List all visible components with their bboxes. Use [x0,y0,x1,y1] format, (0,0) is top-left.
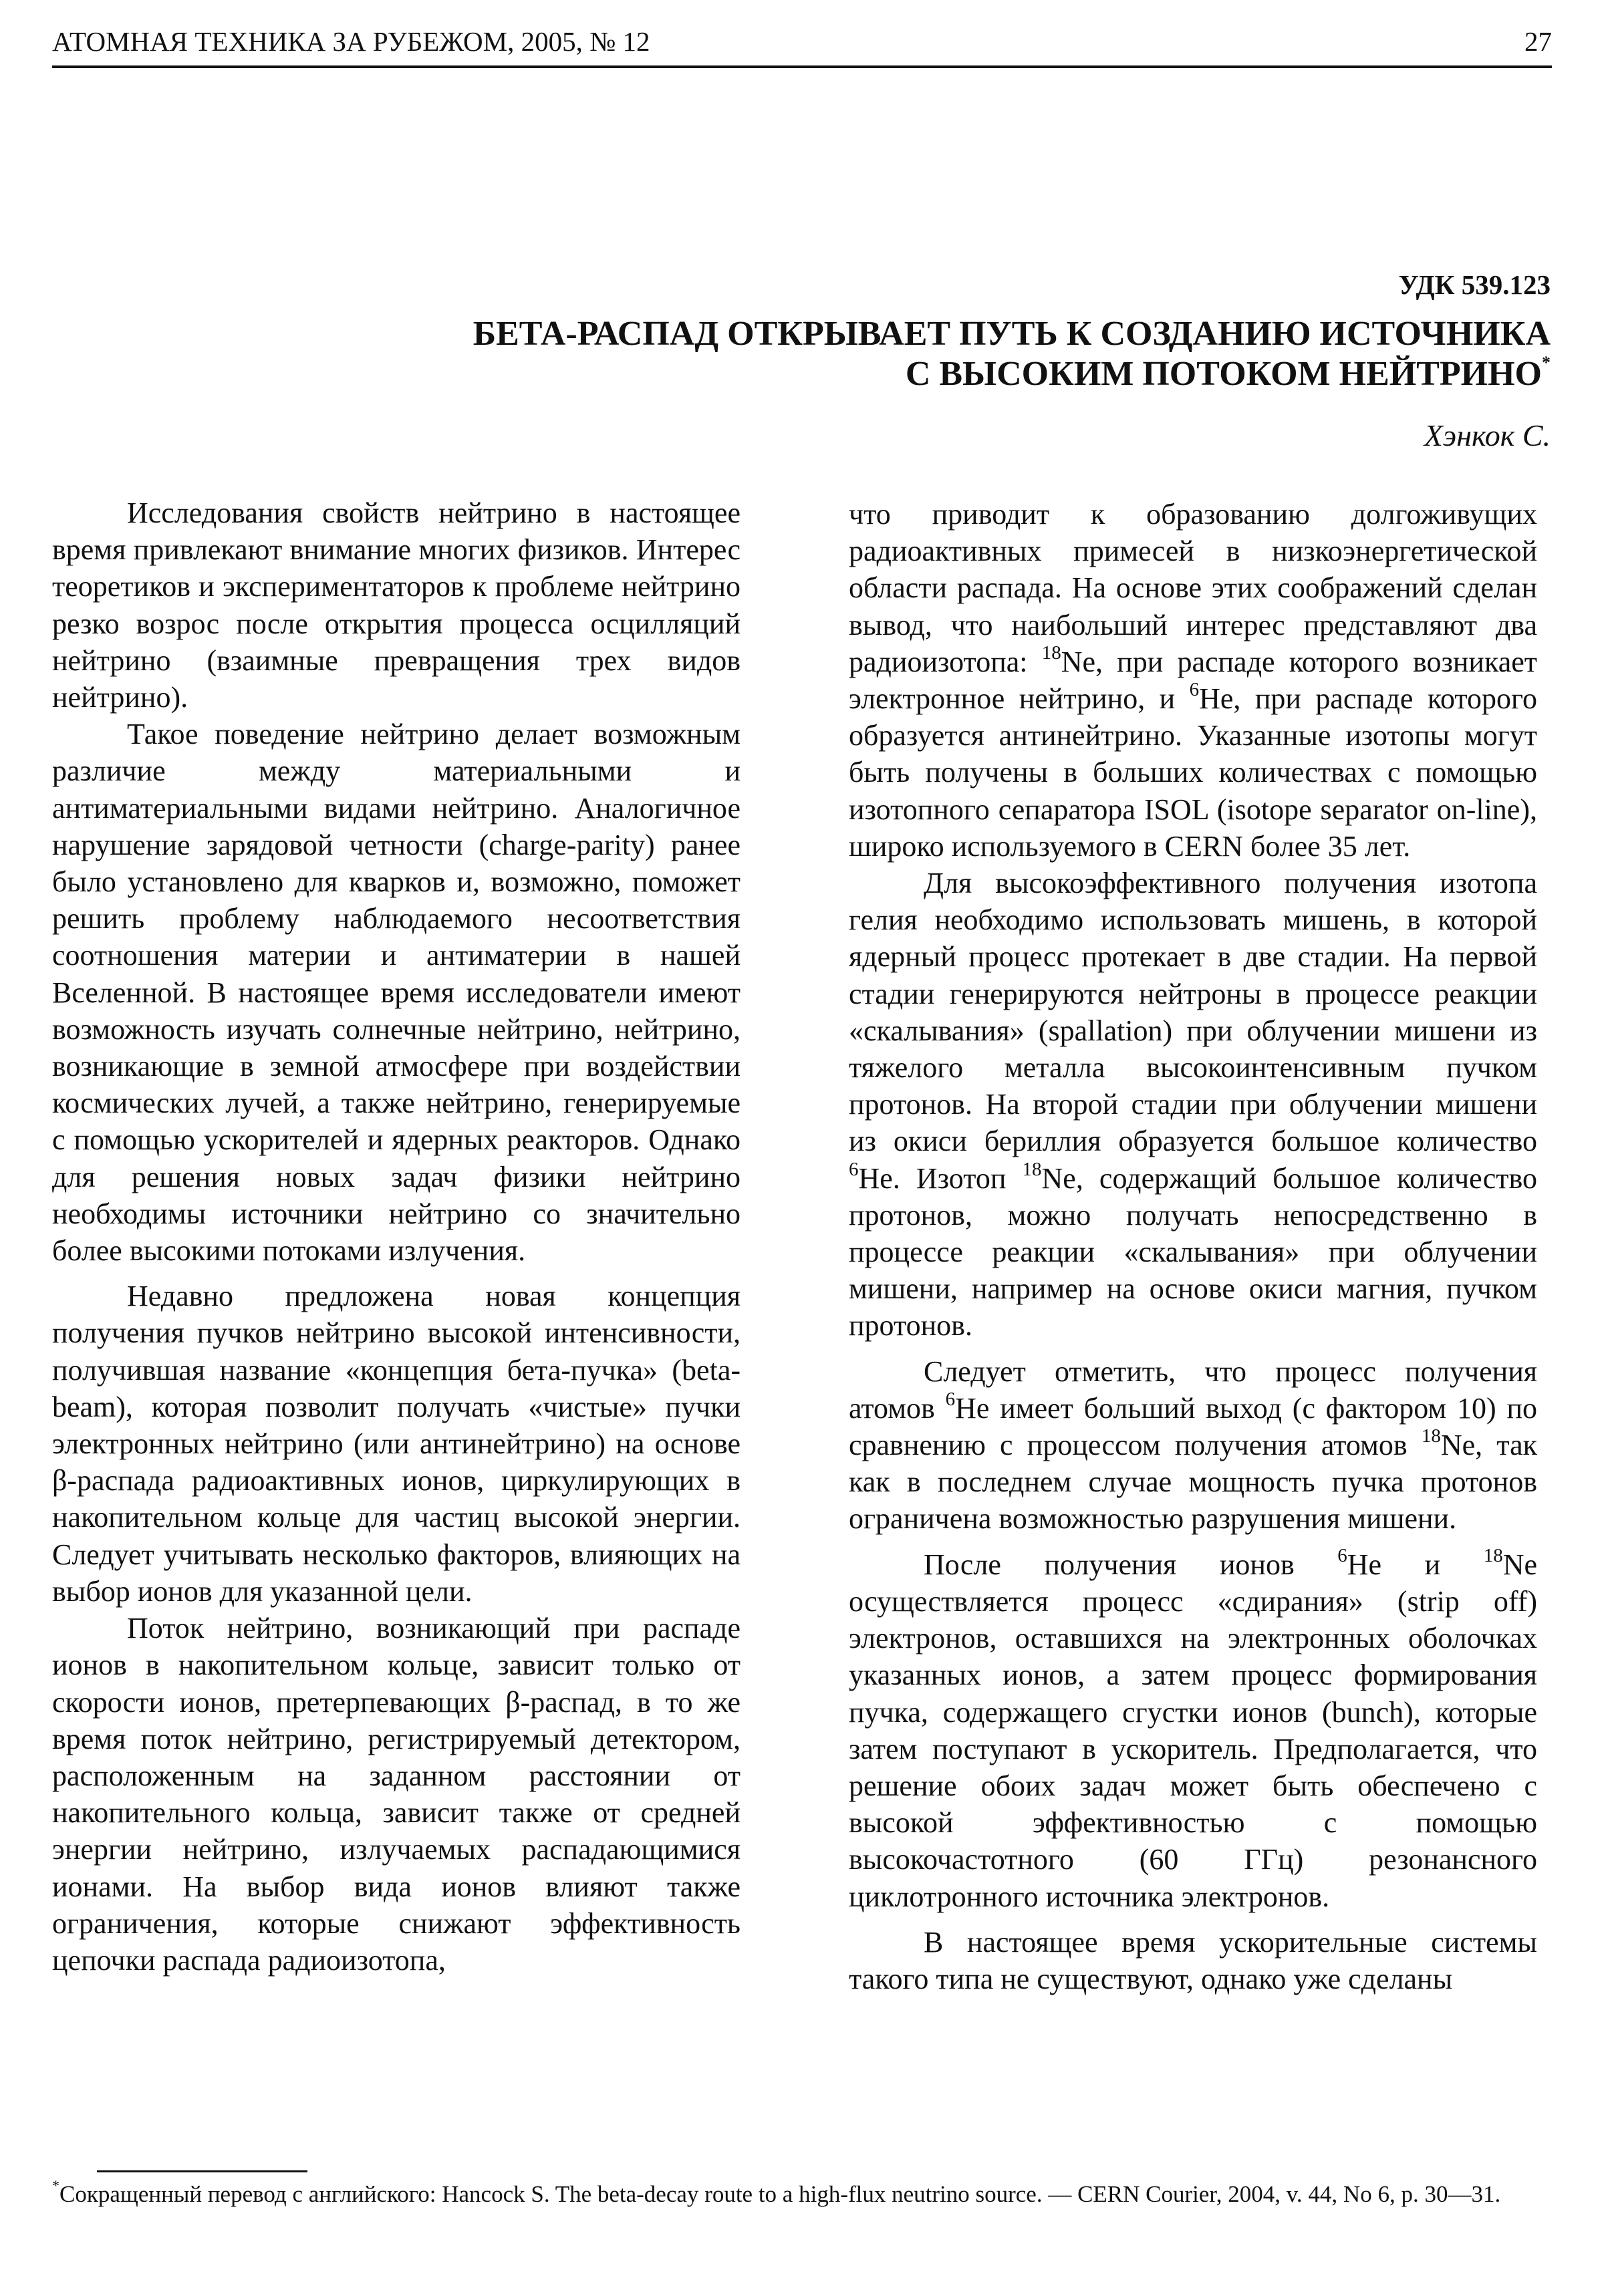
title-line-1: БЕТА-РАСПАД ОТКРЫВАЕТ ПУТЬ К СОЗДАНИЮ ИСТОЧНИКА [473,315,1551,353]
paragraph: В настоящее время ускорительные системы такого типа не существуют, однако уже сделаны [849,1925,1537,1995]
paragraph: Такое поведение нейтрино делает возможным различие между материальными и антиматериальными видами нейтрино. Аналогичное нарушение зарядовой четности (charge-parity) ранее было установлено для кварков и, возможно, поможет решить проблему наблюдаемого несоответствия соотношения материи и антиматерии в нашей Вселенной. В настоящее время исследователи имеют возможность изучать солнечные нейтрино, нейтрино, возникающие в земной атмосфере при воздействии космических лучей, а также нейтрино, генерируемые с помощью ускорителей и ядерных реакторов. Однако для решения новых задач физики нейтрино необходимы источники нейтрино со значительно более высокими потоками излучения. [52,718,741,1268]
page-number: 27 [1524,26,1552,57]
paragraph: Поток нейтрино, возникающий при распаде ионов в накопительном кольце, зависит только от скорости ионов, претерпевающих β-распад, в то же время поток нейтрино, регистрируемый детектором, расположенным на заданном расстоянии от накопительного кольца, зависит также от средней энергии нейтрино, излучаемых распадающимися ионами. На выбор вида ионов влияют также ограничения, которые снижают эффективность цепочки распада радиоизотопа, [52,1612,741,1977]
paragraph: Следует отметить, что процесс получения атомов $^6$He имеет больший выход (с фактором 10) по сравнению с процессом получения атомов $^{18}$Ne, так как в последнем случае мощность пучка протонов ограничена возможностью разрушения мишени. [849,1354,1538,1536]
paragraph: Для высокоэффективного получения изотопа гелия необходимо использовать мишень, в которой ядерный процесс протекает в две стадии. На первой стадии генерируются нейтроны в процессе реакции «скалывания» (spallation) при облучении мишени из тяжелого металла высокоинтенсивным пучком протонов. На второй стадии при облучении мишени из окиси бериллия образуется большое количество $^6$He. Изотоп $^{18}$Ne, содержащий большое количество протонов, можно получать непосредственно в процессе реакции «скалывания» при облучении мишени, например на основе окиси магния, пучком протонов. [849,867,1538,1342]
title-line-2-text: С ВЫСОКИМ ПОТОКОМ НЕЙТРИНО [905,355,1542,393]
paragraph: После получения ионов $^6$He и $^{18}$Ne осуществляется процесс «сдирания» (strip off) электронов, оставшихся на электронных оболочках указанных ионов, а затем процесс формирования пучка, содержащего сгустки ионов (bunch), которые затем поступают в ускоритель. Предполагается, что решение обоих задач может быть обеспечено с высокой эффективностью с помощью высокочастотного (60 ГГц) резонансного циклотронного источника электронов. [849,1544,1537,1913]
footnote [52,2178,1552,2210]
running-head [52,23,1552,60]
footnote-mark: * [52,2177,59,2194]
paragraph: Недавно предложена новая концепция получения пучков нейтрино высокой интенсивности, получившая название «концепция бета-пучка» (beta-beam), которая позволит получать «чистые» пучки электронных нейтрино (или антинейтрино) на основе β-распада радиоактивных ионов, циркулирующих в накопительном кольце для частиц высокой энергии. Следует учитывать несколько факторов, влияющих на выбор ионов для указанной цели. [52,1280,741,1608]
footnote-rule [97,2170,307,2172]
right-column [849,496,1537,1997]
left-column [52,494,741,1979]
author: Хэнкок С. [1424,418,1551,452]
footnote-text: Сокращенный перевод с английского: Hancock S. The beta-decay route to a high-flux neutrino source. — CERN Courier, 2004, v. 44, No 6, p. 30—31. [59,2181,1501,2207]
journal-title: АТОМНАЯ ТЕХНИКА ЗА РУБЕЖОМ, 2005, № 12 [52,26,650,57]
article-title [348,314,1551,394]
footnote-marker[interactable]: * [1542,353,1551,372]
title-line-2 [348,354,1551,394]
paragraph: что приводит к образованию долгоживущих радиоактивных примесей в низкоэнергетической области распада. На основе этих соображений сделан вывод, что наибольший интерес представляют два радиоизотопа: $^{18}$Ne, при распаде которого возникает электронное нейтрино, и $^6$He, при распаде которого образуется антинейтрино. Указанные изотопы могут быть получены в больших количествах с помощью изотопного сепаратора ISOL (isotope separator on-line), широко используемого в CERN более 35 лет. [849,498,1538,863]
udc-code: УДК 539.123 [1398,269,1551,300]
paragraph: Исследования свойств нейтрино в настоящее время привлекают внимание многих физиков. Интерес теоретиков и экспериментаторов к проблеме нейтрино резко возрос после открытия процесса осцилляций нейтрино (взаимные превращения трех видов нейтрино). [52,496,741,714]
header-rule [52,65,1552,68]
